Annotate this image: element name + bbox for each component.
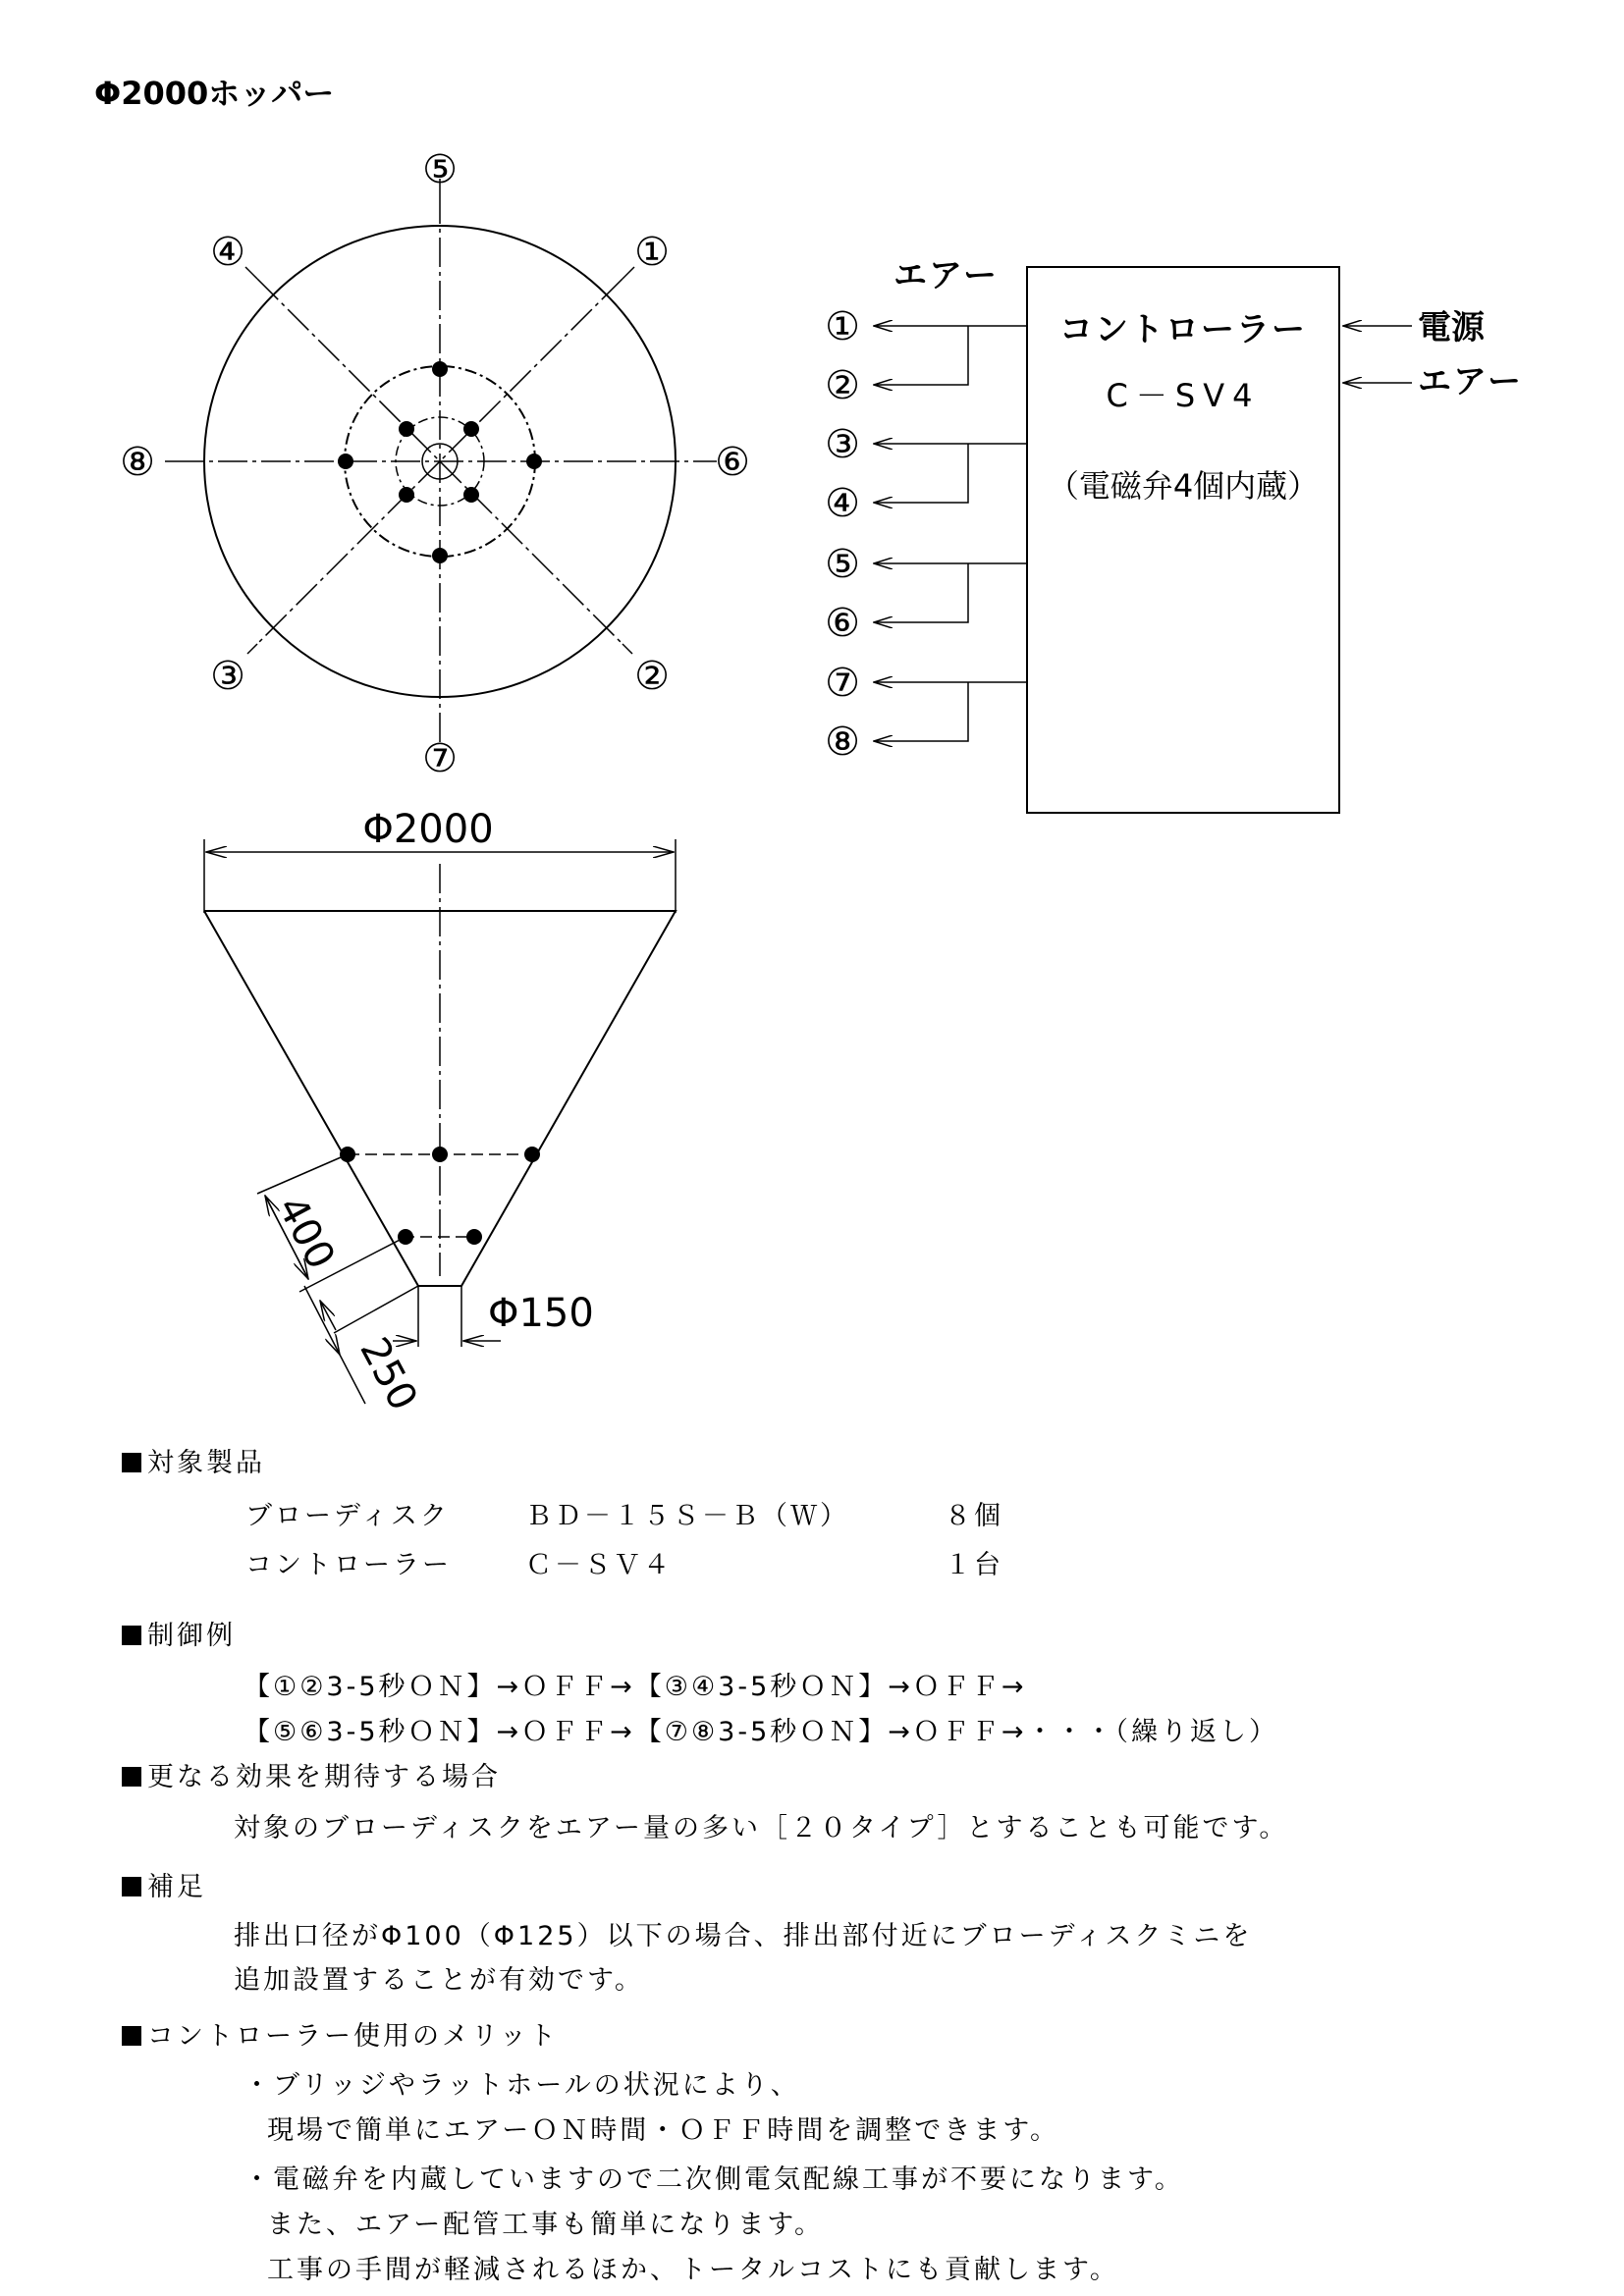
output-label-4: ④ — [825, 481, 860, 526]
section-supplement-heading — [122, 1865, 206, 1903]
section-marker — [122, 1453, 141, 1472]
page-title: Φ2000ホッパー — [94, 75, 335, 112]
position-label-8: ⑧ — [120, 440, 155, 485]
product-name: コントローラー — [245, 1550, 452, 1580]
hopper-side-view — [204, 807, 676, 1417]
section-marker — [122, 1877, 141, 1896]
nozzle-dot — [399, 421, 414, 437]
position-label-6: ⑥ — [715, 440, 750, 485]
control-line: 【⑤⑥3-5秒ＯＮ】→ＯＦＦ→【⑦⑧3-5秒ＯＮ】→ＯＦＦ→・・・（繰り返し） — [244, 1717, 1279, 1747]
section-marker — [122, 1626, 141, 1645]
position-label-1: ① — [634, 230, 670, 275]
merit-line: ・ブリッジやラットホールの状況により、 — [244, 2070, 800, 2101]
merit-line: 工事の手間が軽減されるほか、トータルコストにも貢献します。 — [267, 2255, 1119, 2285]
position-label-3: ③ — [210, 654, 245, 699]
product-model: Ｃ－ＳＶ４ — [525, 1550, 673, 1580]
position-label-4: ④ — [210, 230, 245, 275]
product-name: ブローディスク — [245, 1501, 450, 1531]
section-marker — [122, 1767, 141, 1787]
section-effect-heading — [122, 1755, 501, 1793]
nozzle-dot — [463, 487, 479, 503]
position-label-7: ⑦ — [422, 736, 458, 781]
output-label-1: ① — [825, 304, 860, 349]
effect-line: 対象のブローディスクをエアー量の多い［２０タイプ］とすることも可能です。 — [234, 1813, 1289, 1843]
section-control-heading — [122, 1614, 236, 1652]
controller-note: （電磁弁4個内蔵） — [1047, 467, 1320, 505]
position-label-5: ⑤ — [422, 147, 458, 192]
dim-400: 400 — [268, 1189, 344, 1277]
supplement-line: 排出口径がΦ100（Φ125）以下の場合、排出部付近にブローディスクミニを — [234, 1921, 1253, 1951]
dim-250: 250 — [351, 1330, 426, 1418]
air-input-label: エアー — [1418, 362, 1523, 401]
controller-name: コントローラー — [1059, 310, 1307, 349]
hopper-top-view — [120, 147, 750, 781]
nozzle-dot — [463, 421, 479, 437]
power-label: 電源 — [1418, 308, 1485, 347]
nozzle-dot — [432, 548, 448, 563]
product-qty: ８個 — [945, 1501, 1003, 1531]
output-lines — [874, 326, 1027, 741]
output-label-6: ⑥ — [825, 601, 860, 646]
product-qty: １台 — [945, 1550, 1003, 1580]
section-supplement-title: 補足 — [147, 1872, 206, 1902]
product-model: ＢＤ－１５Ｓ－Ｂ（Ｗ） — [525, 1501, 849, 1531]
side-nozzle-dot — [466, 1229, 482, 1245]
dim-top-diameter: Φ2000 — [362, 807, 494, 852]
output-label-7: ⑦ — [825, 661, 860, 706]
air-output-label: エアー — [893, 256, 999, 295]
dim-outlet-diameter: Φ150 — [488, 1291, 594, 1336]
section-products-title: 対象製品 — [147, 1448, 265, 1478]
section-control-title: 制御例 — [147, 1621, 236, 1651]
side-nozzle-dot — [524, 1147, 540, 1162]
merit-line: また、エアー配管工事も簡単になります。 — [267, 2210, 825, 2240]
section-products-heading — [122, 1441, 265, 1479]
output-label-3: ③ — [825, 422, 860, 467]
supplement-line: 追加設置することが有効です。 — [234, 1965, 644, 1996]
merit-line: ・電磁弁を内蔵していますので二次側電気配線工事が不要になります。 — [244, 2164, 1184, 2195]
nozzle-dot — [338, 454, 353, 469]
merit-line: 現場で簡単にエアーＯＮ時間・ＯＦＦ時間を調整できます。 — [267, 2115, 1060, 2146]
section-merit-heading — [122, 2014, 559, 2053]
controller-model: C－SV4 — [1106, 377, 1261, 414]
section-effect-title: 更なる効果を期待する場合 — [147, 1762, 501, 1792]
controller-diagram — [825, 256, 1523, 813]
nozzle-dot — [432, 361, 448, 377]
nozzle-dot — [399, 487, 414, 503]
output-label-8: ⑧ — [825, 720, 860, 765]
output-label-5: ⑤ — [825, 542, 860, 587]
section-marker — [122, 2026, 141, 2046]
position-label-2: ② — [634, 654, 670, 699]
section-merit-title: コントローラー使用のメリット — [147, 2021, 559, 2052]
nozzle-dot — [526, 454, 542, 469]
output-label-2: ② — [825, 363, 860, 408]
side-nozzle-dot — [432, 1147, 448, 1162]
center-lines — [175, 194, 705, 728]
control-line: 【①②3-5秒ＯＮ】→ＯＦＦ→【③④3-5秒ＯＮ】→ＯＦＦ→ — [244, 1672, 1027, 1702]
